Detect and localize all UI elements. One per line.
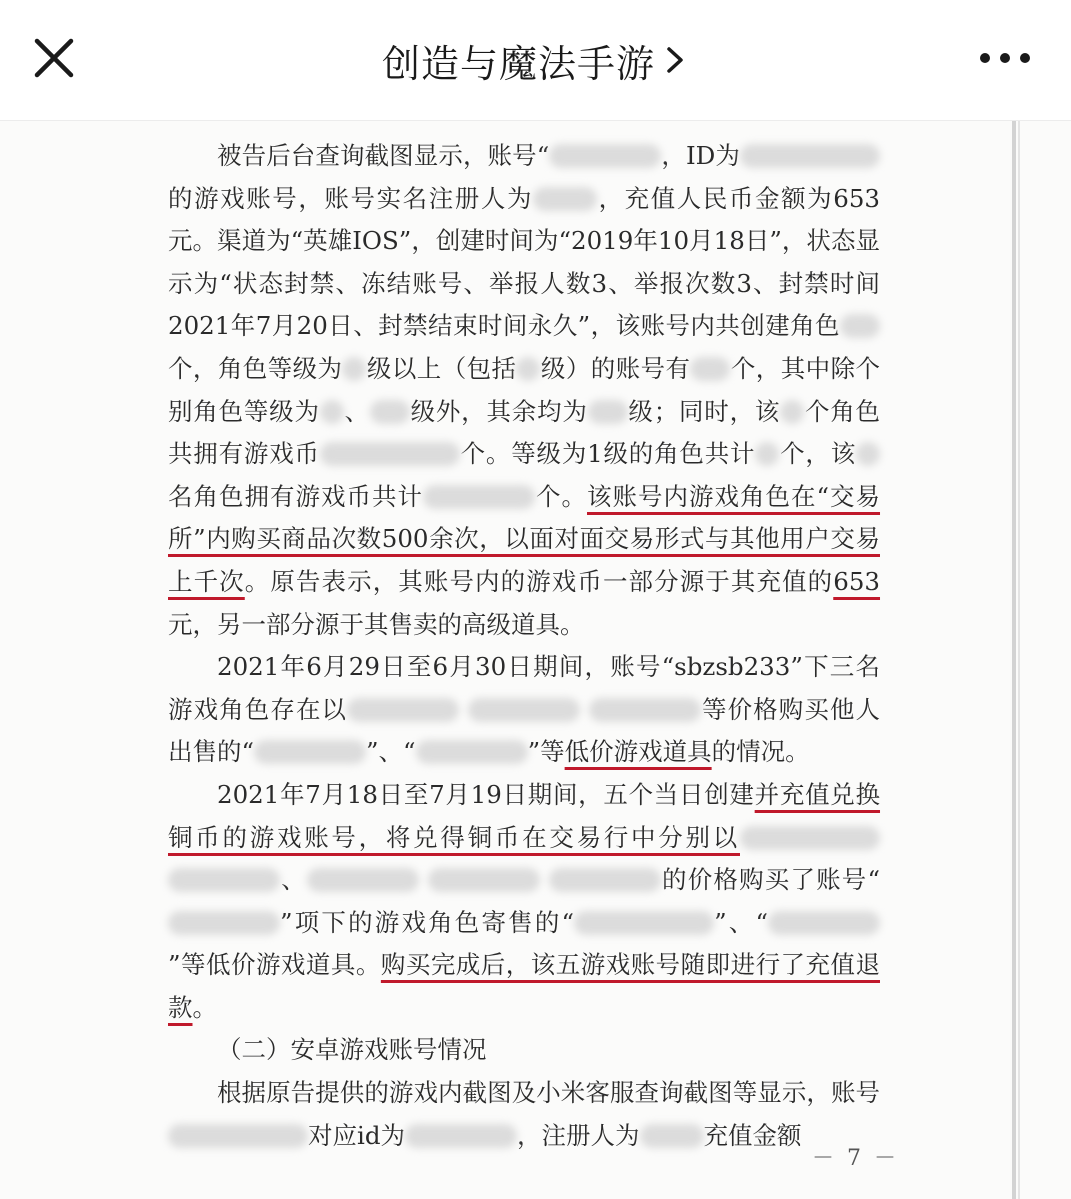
redacted-block [516, 357, 540, 381]
redacted-block [168, 868, 280, 892]
redacted-block [574, 911, 714, 935]
top-nav-bar [0, 0, 1071, 121]
underlined-text: 并充值兑换铜币的游戏账号，将兑得铜币在交易行中分别以 [168, 779, 881, 852]
section-heading-android: （二）安卓游戏账号情况 [217, 1035, 487, 1065]
redacted-block [740, 144, 880, 168]
redacted-block [840, 314, 880, 338]
text-segment: ，注册人为 [517, 1120, 640, 1150]
redacted-block [640, 1124, 704, 1148]
redacted-block [168, 1124, 308, 1148]
redacted-block [533, 187, 597, 211]
underlined-text: 购买完成后，该五游戏账号随即进行了充值退款 [168, 950, 880, 1022]
redacted-block [588, 400, 628, 424]
text-segment: 充值金额 [703, 1120, 802, 1150]
document-scan [0, 121, 1071, 1199]
text-segment: 个，角色等级为 [168, 353, 343, 383]
text-segment: ”、“ [366, 737, 416, 767]
redacted-block [740, 826, 880, 850]
redacted-block [347, 698, 459, 722]
redacted-block [428, 868, 540, 892]
underlined-text: 653 [833, 566, 881, 596]
text-segment: ”等 [527, 737, 565, 767]
text-segment: 名角色拥有游戏币共计 [168, 481, 423, 511]
redacted-block [780, 400, 804, 424]
paragraph-june-purchases [168, 646, 880, 774]
redacted-block [549, 144, 661, 168]
text-segment: 被告后台查询截图显示，账号“ [217, 141, 550, 170]
text-segment: 根据原告提供的游戏内截图及小米客服查询截图等显示，账号 [217, 1078, 880, 1108]
text-segment: 个角色共拥有游戏币 [168, 396, 881, 469]
redacted-block [168, 911, 280, 935]
text-segment: 对应id为 [308, 1120, 406, 1150]
underlined-text: 低价游戏道具 [564, 737, 712, 767]
text-segment: 2021年7月18日至7月19日期间，五个当日创建 [217, 779, 755, 809]
text-segment: 个，其中除个别角色等级为 [168, 353, 881, 426]
chevron-right-icon [663, 40, 689, 80]
text-segment: 。原告表示，其账号内的游戏币一部分源于其充值的 [244, 566, 834, 596]
page-number: － 7 － [812, 1146, 899, 1171]
text-segment: 个，该 [779, 439, 857, 469]
text-segment: ，ID为 [661, 141, 740, 170]
text-segment: 的情况。 [711, 737, 810, 767]
text-segment: 个。 [535, 481, 587, 511]
page-edge [1012, 121, 1016, 1199]
redacted-block [342, 357, 366, 381]
text-segment: ”、“ [714, 907, 768, 937]
page-edge-shadow [1018, 121, 1020, 1199]
redacted-block [768, 911, 880, 935]
text-segment: 元，另一部分源于其售卖的高级道具。 [168, 609, 585, 639]
text-segment: 的游戏账号，账号实名注册人为 [168, 183, 534, 213]
redacted-block [468, 698, 580, 722]
more-options-button[interactable] [975, 40, 1035, 76]
paragraph-ios-account [168, 135, 880, 646]
text-segment: 、 [280, 865, 307, 895]
document-body [168, 135, 880, 1157]
redacted-block [690, 357, 730, 381]
redacted-block [405, 1124, 517, 1148]
text-segment: 、 [343, 396, 370, 426]
text-segment: 等价格购买他人出售的“ [168, 694, 881, 767]
redacted-block [856, 442, 880, 466]
redacted-block [549, 868, 661, 892]
redacted-block [320, 442, 460, 466]
text-segment: 级外，其余均为 [409, 396, 588, 426]
redacted-block [370, 400, 410, 424]
redacted-block [320, 400, 344, 424]
paragraph-july-refund [168, 774, 880, 1030]
text-segment: ，充值人民币金额为653元。渠道为“英雄IOS”，创建时间为“2019年10月18日”，状态显示为“状态封禁、冻结账号、举报人数3、举报次数3、封禁时间2021年7月20日、封禁结束时间永久”，该账号内共创建角色 [168, 183, 881, 341]
text-segment: 级）的账号有 [540, 353, 691, 383]
text-segment: 。 [192, 992, 217, 1022]
text-segment: 个。等级为1级的角色共计 [459, 439, 756, 469]
redacted-block [254, 740, 366, 764]
text-segment: 级；同时，该 [627, 396, 781, 426]
text-segment: ”等低价游戏道具。 [168, 950, 381, 980]
redacted-block [589, 698, 701, 722]
more-horizontal-icon [975, 40, 1035, 76]
text-segment: ”项下的游戏角色寄售的“ [280, 907, 575, 937]
underlined-text: 该账号内游戏角色在“交易所”内购买商品次数500余次，以面对面交易形式与其他用户交易上千次 [168, 481, 881, 596]
redacted-block [423, 485, 535, 509]
text-segment: 级以上（包括 [366, 353, 517, 383]
paragraph-android-account [168, 1072, 880, 1157]
text-segment: 的价格购买了账号“ [660, 865, 881, 895]
redacted-block [307, 868, 419, 892]
page-title: 创造与魔法手游 [381, 41, 655, 86]
account-title-button[interactable] [382, 33, 689, 88]
redacted-block [755, 442, 779, 466]
text-segment: 2021年6月29日至6月30日期间，账号“sbzsb233”下三名游戏角色存在以 [168, 652, 880, 724]
redacted-block [416, 740, 528, 764]
